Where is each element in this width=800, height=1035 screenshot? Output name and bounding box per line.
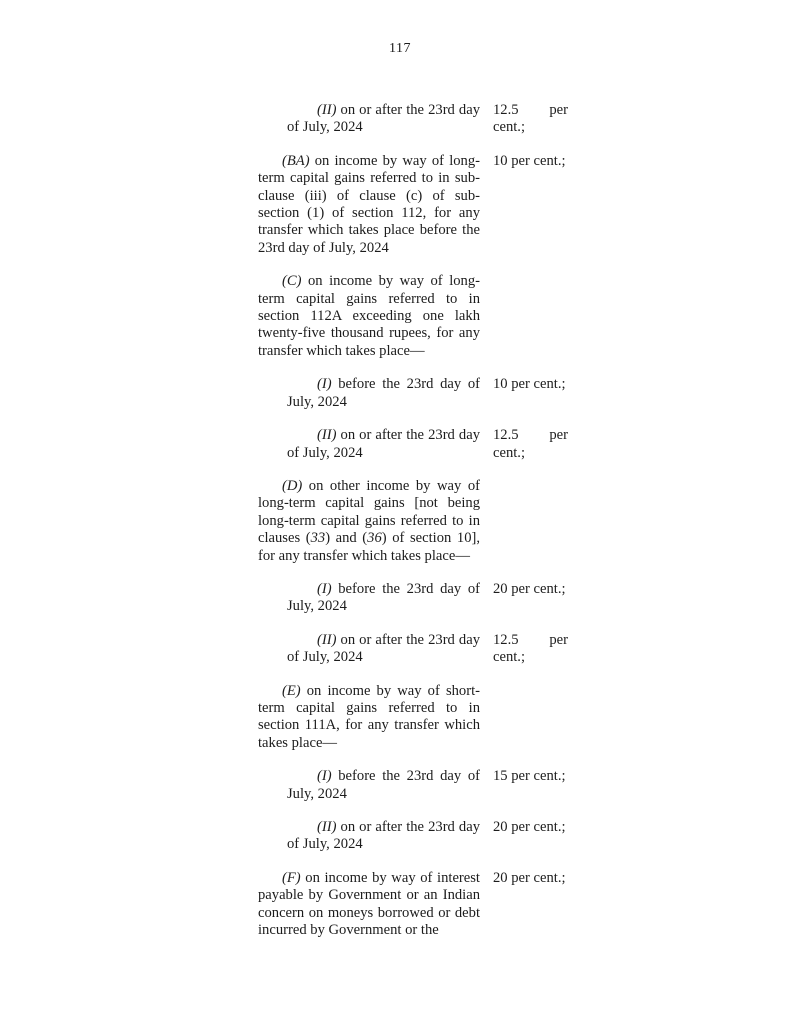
clause-body: ) of section 10], for any transfer which takes place— [258, 530, 480, 564]
rate-value: 12.5 per cent.; [493, 427, 568, 461]
clause-body: on or after the 23rd day of July, 2024 [287, 819, 480, 853]
clause-text [287, 376, 480, 411]
clause-text [287, 427, 480, 462]
clause-ref-italic: 36 [367, 530, 382, 547]
clause-item [258, 819, 570, 854]
clause-body: before the 23rd day of July, 2024 [287, 580, 480, 615]
rate-value: 20 per cent.; [493, 819, 566, 835]
clause-text [287, 632, 480, 667]
clause-item [258, 376, 570, 411]
clauses-content [258, 102, 570, 955]
clause-item [258, 478, 570, 565]
clause-label: (E) [282, 682, 301, 699]
clause-item [258, 273, 570, 360]
clause-ref-italic: 33 [310, 530, 326, 547]
clause-body: on income by way of short-term capital gains referred to in section 111A, for any transfer which takes place— [258, 682, 480, 751]
clause-text [258, 478, 480, 565]
clause-label: (F) [282, 869, 301, 886]
clause-label: (D) [282, 477, 303, 494]
clause-text [287, 819, 480, 854]
clause-text [287, 581, 480, 616]
clause-body: on or after the 23rd day of July, 2024 [287, 631, 480, 666]
clause-label: (II) [317, 102, 337, 118]
clause-label: (I) [317, 580, 332, 597]
clause-text [258, 870, 480, 940]
rate-value: 12.5 per cent.; [493, 631, 568, 666]
clause-body: before the 23rd day of July, 2024 [287, 376, 480, 410]
clause-label: (BA) [282, 152, 310, 169]
rate-value: 20 per cent.; [493, 580, 566, 597]
rate-value: 10 per cent.; [493, 376, 566, 393]
clause-body: on income by way of interest payable by Government or an Indian concern on moneys borrowed or debt incurred by Government or the [258, 869, 480, 939]
clause-item [258, 632, 570, 667]
rate-value: 20 per cent.; [493, 869, 566, 886]
clause-text [258, 683, 480, 753]
clause-item [258, 153, 570, 257]
rate-value: 12.5 per cent.; [493, 102, 568, 136]
clause-body: on income by way of long-term capital gains referred to in section 112A exceeding one lakh twenty-five thousand rupees, for any transfer which takes place— [258, 273, 480, 359]
clause-body: ) and ( [325, 530, 368, 547]
clause-item [258, 870, 570, 940]
clause-text [258, 273, 480, 360]
clause-body: on income by way of long-term capital gains referred to in sub-clause (iii) of clause (c) of sub-section (1) of section 112, for any transfer which takes place before the 23rd day of July, 2024 [258, 152, 480, 256]
clause-body: on or after the 23rd day of July, 2024 [287, 102, 480, 136]
clause-label: (II) [317, 819, 337, 835]
clause-text [258, 153, 480, 257]
clause-body: before the 23rd day of July, 2024 [287, 768, 480, 802]
page-number: 117 [389, 41, 411, 56]
clause-text [287, 102, 480, 137]
clause-item [258, 102, 570, 137]
clause-item [258, 683, 570, 753]
clause-item [258, 768, 570, 803]
rate-value: 10 per cent.; [493, 152, 566, 169]
clause-item [258, 427, 570, 462]
clause-label: (C) [282, 273, 302, 290]
clause-body: on or after the 23rd day of July, 2024 [287, 427, 480, 461]
clause-label: (II) [317, 427, 337, 444]
clause-label: (I) [317, 376, 332, 393]
clause-item [258, 581, 570, 616]
rate-value: 15 per cent.; [493, 768, 566, 785]
clause-label: (II) [317, 631, 337, 648]
clause-text [287, 768, 480, 803]
clause-label: (I) [317, 768, 332, 785]
clause-body: on other income by way of long-term capital gains [not being long-term capital gains referred to in clauses ( [258, 477, 480, 547]
